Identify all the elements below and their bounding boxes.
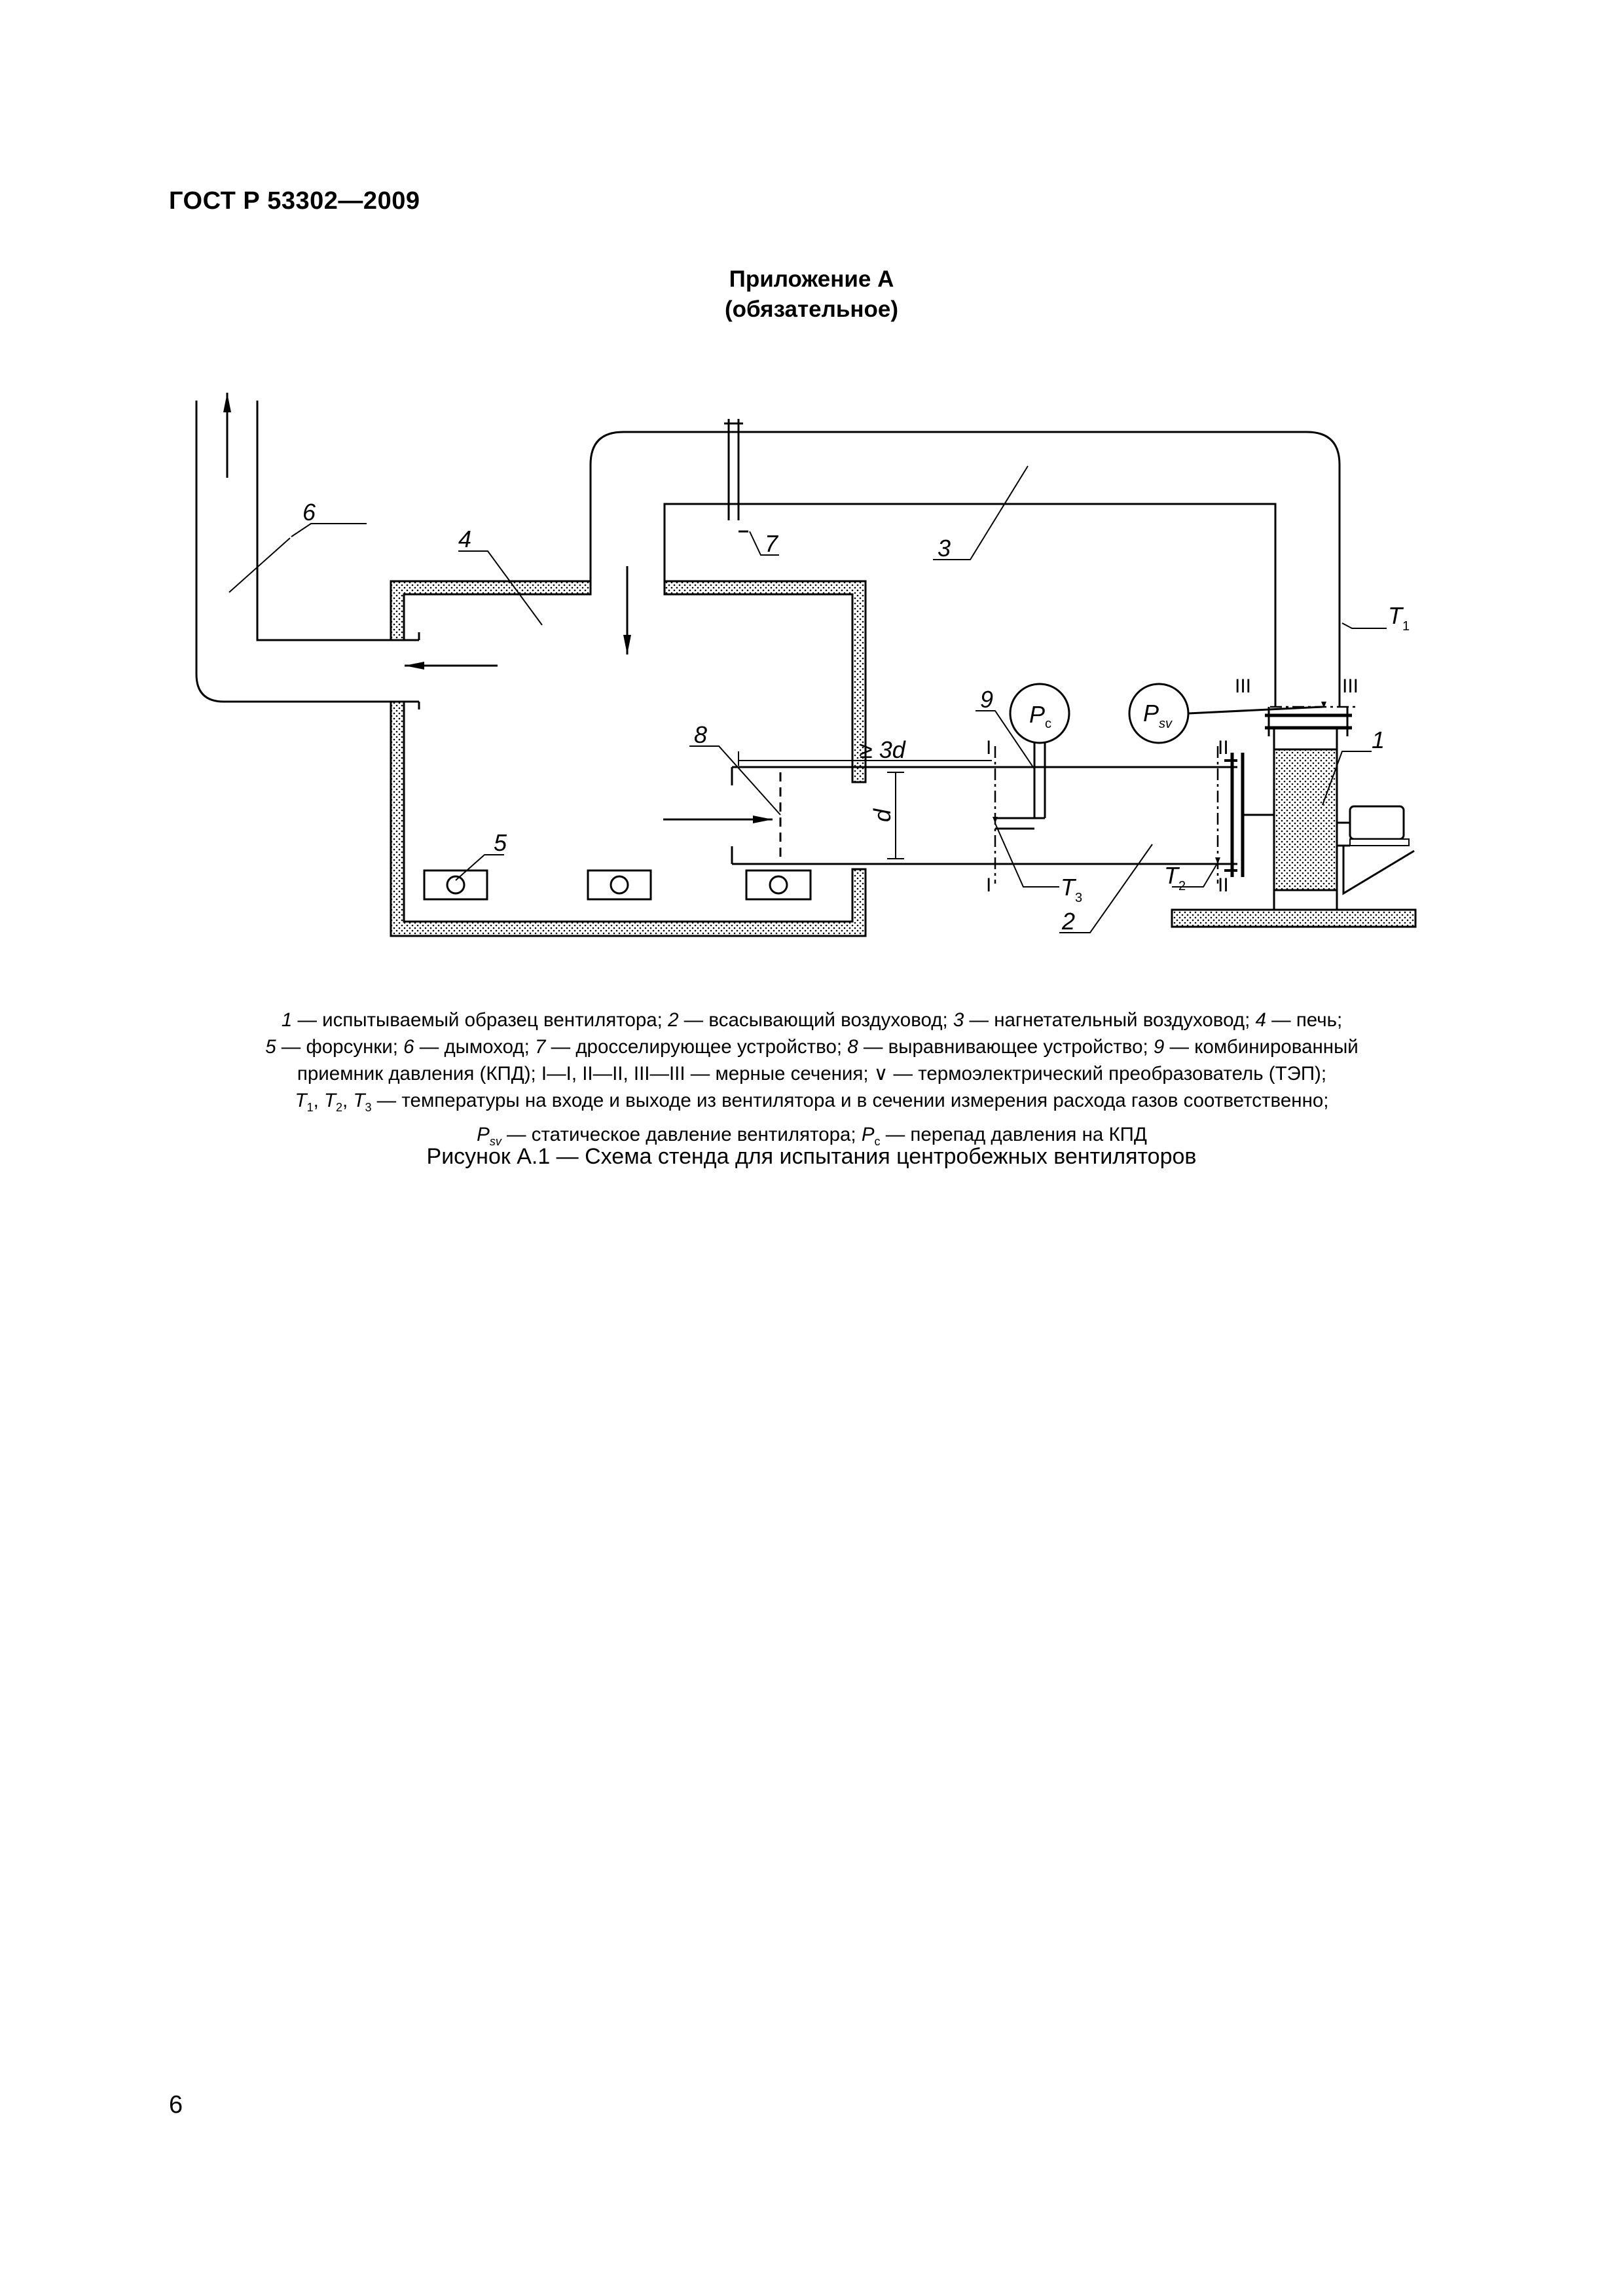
t1-label: $T_1$ <box>1388 602 1410 634</box>
t2-label: $T_2$ <box>1164 862 1186 893</box>
chimney-6 <box>196 401 391 702</box>
annex-title: Приложение А <box>729 266 894 292</box>
t3-label: $T_3$ <box>1061 874 1083 905</box>
label-1: 1 <box>1372 726 1385 753</box>
dimension-d: d <box>869 808 896 822</box>
section-III-right: III <box>1342 675 1359 697</box>
label-5: 5 <box>494 829 507 856</box>
page-number: 6 <box>169 2091 183 2119</box>
legend-line: приемник давления (КПД); I—I, II—II, III—III — мерные сечения; ∨ — термоэлектрический преобразователь (ТЭП); <box>297 1063 1327 1085</box>
legend-line: $T_1$, $T_2$, $T_3$ — температуры на входе и выходе из вентилятора и в сечении измерения расхода газов соответственно; <box>295 1090 1329 1114</box>
legend-line: 1 — испытываемый образец вентилятора; 2 — всасывающий воздуховод; 3 — нагнетательный воздуховод; 4 — печь; <box>281 1009 1343 1031</box>
annex-status: (обязательное) <box>724 296 898 322</box>
label-6: 6 <box>302 499 316 526</box>
figure-legend <box>157 1007 1467 1155</box>
discharge-duct-3 <box>591 432 1340 707</box>
dimension-3d: ≥ 3d <box>860 736 905 763</box>
burners-5 <box>424 870 811 899</box>
label-3: 3 <box>938 535 951 562</box>
furnace-wall <box>391 702 866 936</box>
throttle-device-7 <box>724 419 748 531</box>
furnace-wall <box>391 581 591 640</box>
section-II-bottom: II <box>1218 874 1229 896</box>
pc-symbol: $P_с$ <box>1029 701 1052 731</box>
label-7: 7 <box>765 530 778 557</box>
base-plate <box>1172 910 1415 927</box>
section-I-bottom: I <box>986 874 992 896</box>
fan-motor <box>1350 806 1404 839</box>
thermocouple-symbol-icon: ∨ <box>873 1063 888 1085</box>
label-8: 8 <box>694 721 708 748</box>
figure-caption: Рисунок А.1 — Схема стенда для испытания центробежных вентиляторов <box>426 1144 1197 1169</box>
furnace-wall <box>665 581 866 782</box>
fan-housing <box>1274 749 1337 890</box>
legend-line: $P_{sv}$ — статическое давление вентилятора; $P_c$ — перепад давления на КПД <box>477 1123 1147 1148</box>
label-4: 4 <box>458 526 472 552</box>
psv-symbol: $P_{sv}$ <box>1143 700 1173 731</box>
label-9: 9 <box>980 686 994 713</box>
section-II-top: II <box>1218 737 1229 759</box>
legend-line: 5 — форсунки; 6 — дымоход; 7 — дросселирующее устройство; 8 — выравнивающее устройство; 9 — комбинированный <box>265 1036 1359 1058</box>
section-I-top: I <box>986 737 992 759</box>
label-2: 2 <box>1062 908 1076 935</box>
suction-duct-2 <box>732 753 1274 877</box>
document-header: ГОСТ Р 53302—2009 <box>169 187 420 215</box>
section-III-left: III <box>1235 675 1252 697</box>
